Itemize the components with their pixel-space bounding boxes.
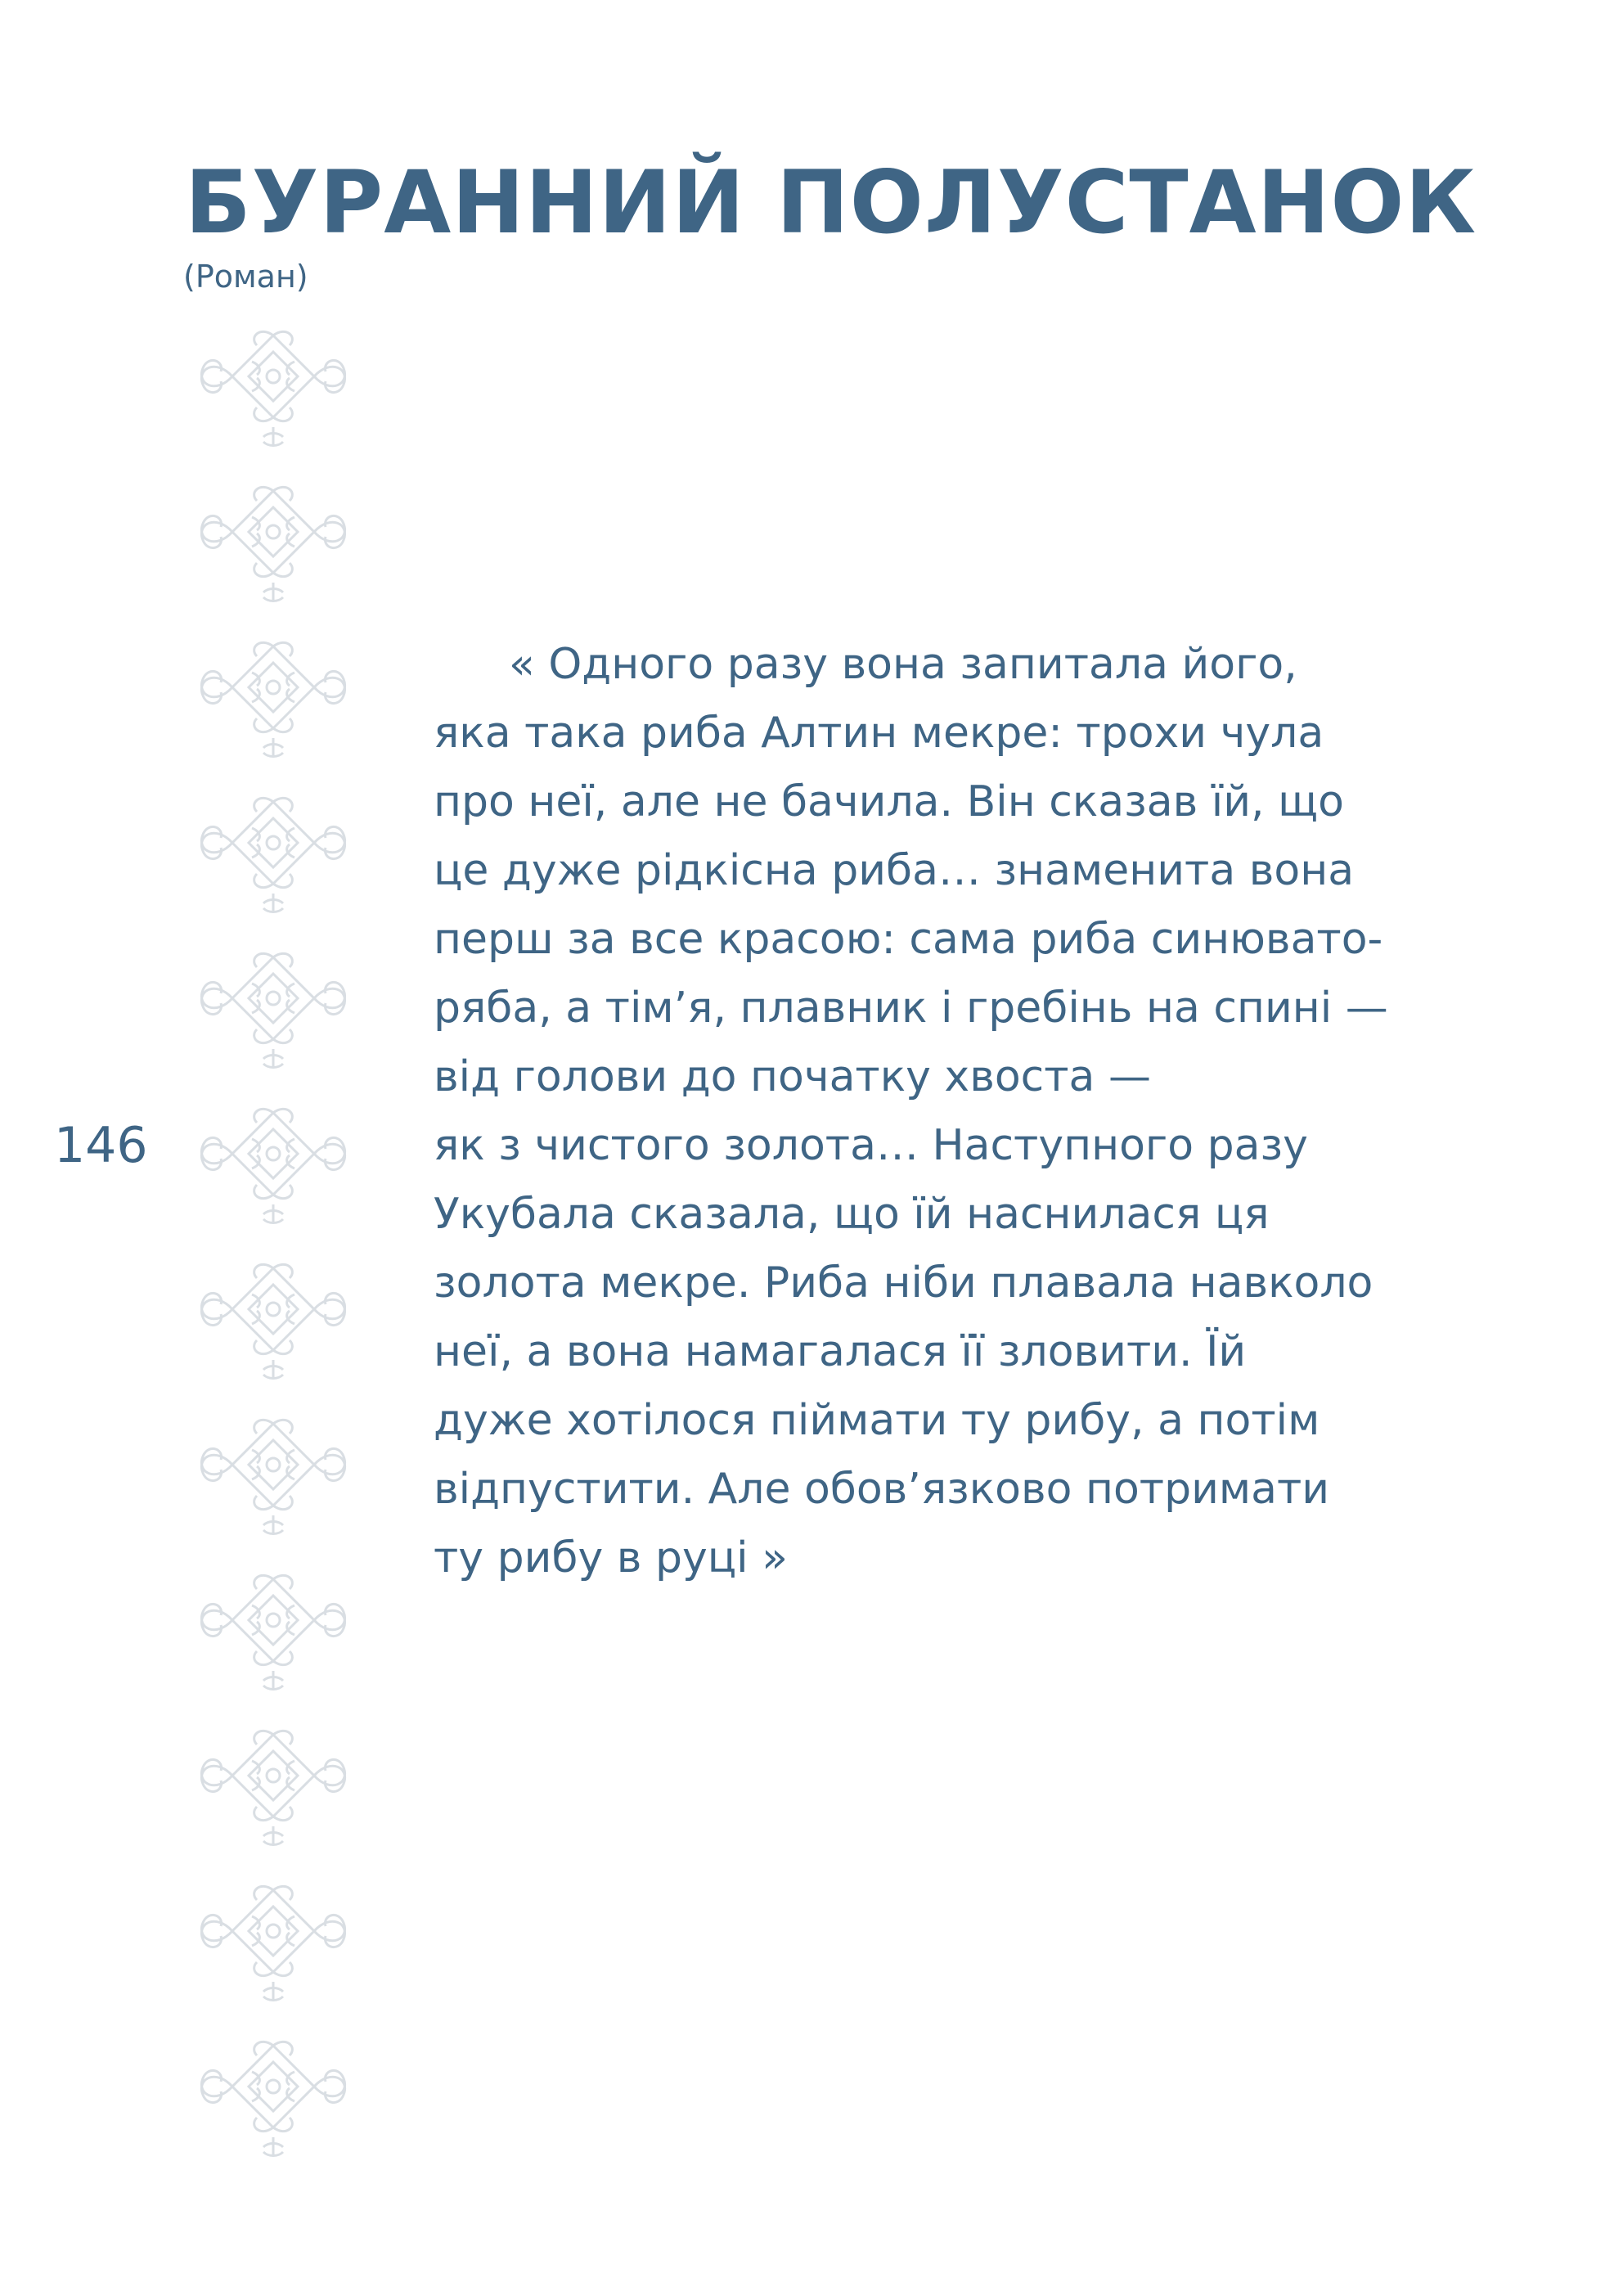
quote-line: від голови до початку хвоста — [434, 1052, 1151, 1101]
ornament-motif [201, 1886, 344, 2000]
kazakh-ornament-icon [191, 326, 355, 2159]
ornament-motif [201, 487, 344, 601]
quote-line: перш за все красою: сама риба синювато- [434, 915, 1383, 964]
quote-line: Укубала сказала, що їй наснилася ця [434, 1190, 1270, 1239]
quote-block [434, 630, 1399, 1592]
page-number: 146 [54, 1117, 148, 1174]
ornament-motif [201, 1731, 344, 1844]
ornament-motif [201, 953, 344, 1067]
ornament-motif [201, 798, 344, 912]
ornament-column [191, 326, 355, 2159]
quote-line: яка така риба Алтин мекре: трохи чула [434, 709, 1324, 758]
quote-line: про неї, але не бачила. Він сказав їй, що [434, 777, 1344, 826]
quote-line: ту рибу в руці » [434, 1533, 788, 1582]
quote-line: як з чистого золота… Наступного разу [434, 1121, 1308, 1170]
ornament-motif [201, 2042, 344, 2155]
quote-line: золота мекре. Риба ніби плавала навколо [434, 1258, 1373, 1308]
quote-line: це дуже рідкісна риба… знаменита вона [434, 846, 1355, 895]
ornament-motif [201, 642, 344, 756]
book-subtitle: (Роман) [183, 259, 308, 295]
quote-line: дуже хотілося піймати ту рибу, а потім [434, 1396, 1320, 1445]
quote-line: ряба, а тім’я, плавник і гребінь на спині — [434, 984, 1388, 1033]
ornament-motif [201, 331, 344, 445]
quote-line: « Одного разу вона запитала його, [509, 640, 1297, 689]
quote-line: неї, а вона намагалася її зловити. Їй [434, 1327, 1247, 1376]
ornament-motif [201, 1575, 344, 1689]
quote-line: відпустити. Але обов’язково потримати [434, 1465, 1330, 1514]
ornament-motif [201, 1109, 344, 1222]
ornament-motif [201, 1264, 344, 1378]
book-title: БУРАННИЙ ПОЛУСТАНОК [185, 152, 1477, 253]
ornament-motif [201, 1420, 344, 1533]
